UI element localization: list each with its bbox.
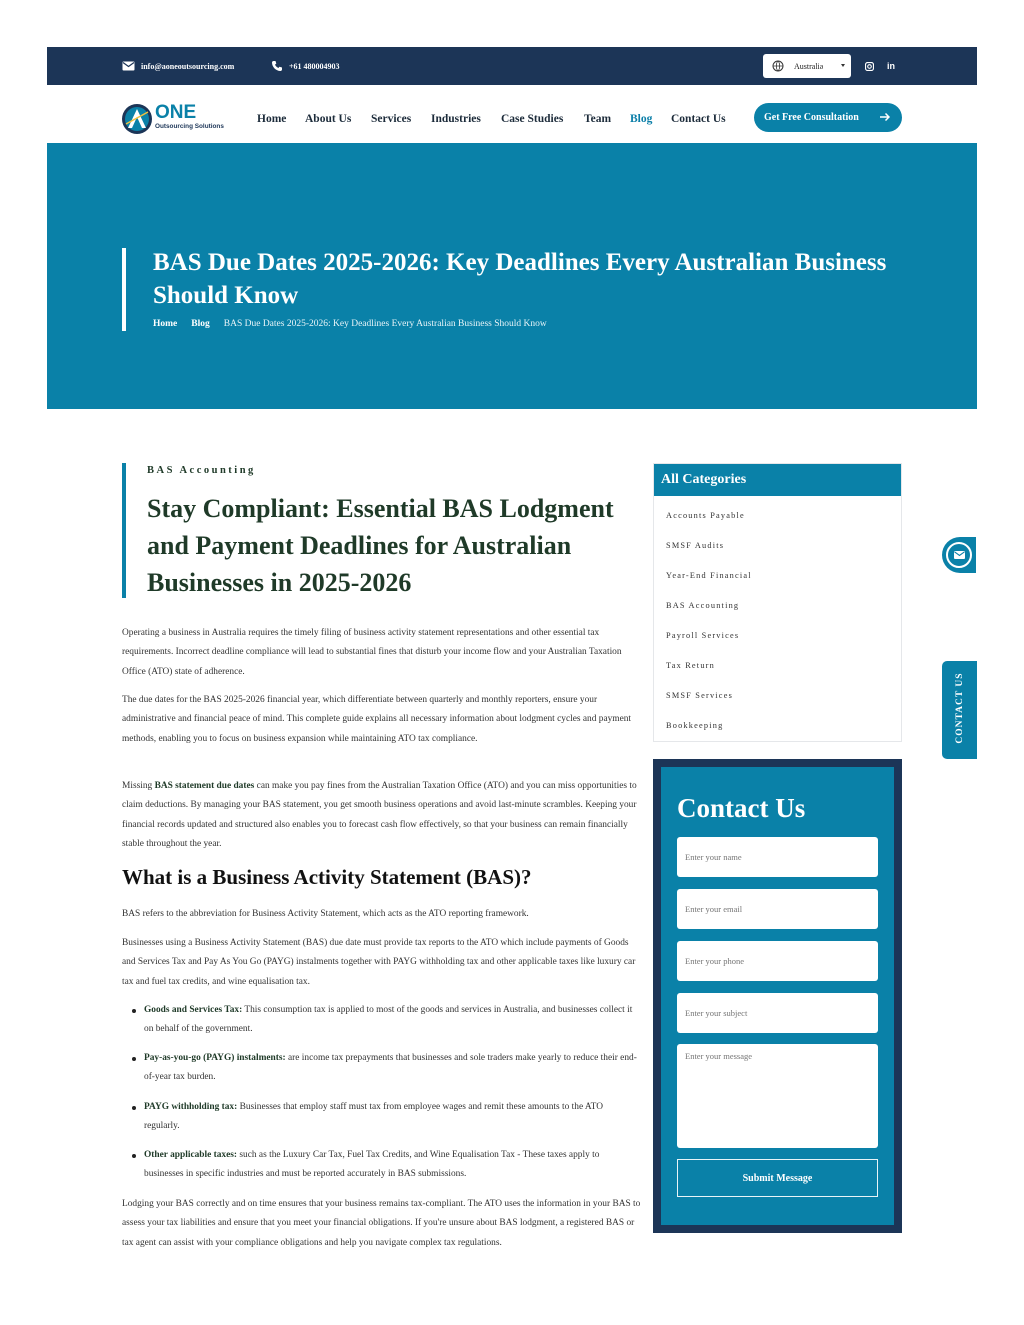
subject-field[interactable] — [677, 993, 878, 1033]
country-select[interactable] — [763, 54, 851, 78]
article-subheading: What is a Business Activity Statement (BAS)? — [122, 865, 532, 889]
tax-list — [130, 1049, 640, 1088]
tax-list — [130, 1098, 640, 1137]
article-paragraph-4: BAS refers to the abbreviation for Business Activity Statement, which acts as the ATO reporting framework. — [122, 909, 529, 919]
nav-item-services[interactable]: Services — [371, 113, 412, 125]
article-category: BAS Accounting — [147, 465, 256, 476]
phone-icon — [271, 60, 283, 72]
get-consultation-button[interactable] — [754, 103, 902, 132]
category-link[interactable]: Payroll Services — [666, 631, 740, 640]
nav-item-industries[interactable]: Industries — [431, 113, 481, 125]
cta-label: Get Free Consultation — [764, 112, 859, 123]
submit-button[interactable]: Submit Message — [677, 1159, 878, 1197]
brand-name: ONE — [155, 102, 197, 123]
contact-tab-label: CONTACT US — [955, 672, 965, 744]
category-link[interactable]: SMSF Services — [666, 691, 734, 700]
breadcrumb-current: BAS Due Dates 2025-2026: Key Deadlines Every Australian Business Should Know — [223, 319, 547, 329]
phone-field[interactable] — [677, 941, 878, 981]
article-paragraph-5: Businesses using a Business Activity Statement (BAS) due date must provide tax reports to the ATO which include payments of Goods and Services Tax and Pay As You Go (PAYG) instalments together with PAYG withholding tax and other applicable taxes like luxury car tax and fuel tax credits, and wine equalisation tax. — [122, 938, 636, 987]
mail-icon — [122, 61, 135, 71]
globe-icon — [772, 60, 784, 72]
category-link[interactable]: BAS Accounting — [666, 601, 740, 610]
contact-form-title: Contact Us — [677, 793, 806, 823]
list-item: Goods and Services Tax: This consumption tax is applied to most of the goods and services in Australia, and businesses collect it on behalf of the government. — [130, 1001, 640, 1040]
email-text: info@aoneoutsourcing.com — [141, 61, 235, 71]
facebook-icon[interactable]: f — [845, 61, 849, 71]
x-icon[interactable]: 𝕏 — [821, 60, 829, 71]
instagram-icon[interactable] — [863, 60, 875, 72]
article-paragraph-6: Lodging your BAS correctly and on time ensures that your business remains tax-compliant. The ATO uses the information in your BAS to assess your tax liabilities and ensure that you meet your financial obligations. If you're unsure about BAS lodgment, a registered BAS or tax agent can assist with your compliance obligations and help you navigate complex tax regulations. — [122, 1199, 641, 1248]
breadcrumb-blog[interactable]: Blog — [191, 319, 210, 329]
nav-item-team[interactable]: Team — [584, 113, 612, 125]
top-bar — [47, 47, 977, 85]
name-field[interactable] — [677, 837, 878, 877]
tax-list — [130, 1001, 640, 1040]
email-link[interactable] — [122, 47, 234, 85]
category-link[interactable]: SMSF Audits — [666, 541, 725, 550]
article-paragraph-2: The due dates for the BAS 2025-2026 financial year, which differentiate between quarterly and monthly reporters, ensure your administrative and financial peace of mind. This complete guide explains all necessary information about lodgment cycles and payment methods, enabling you to focus on business expansion while maintaining ATO tax compliance. — [122, 695, 632, 744]
breadcrumb — [153, 319, 561, 329]
breadcrumb-home[interactable]: Home — [153, 319, 178, 329]
page-title: BAS Due Dates 2025-2026: Key Deadlines Every Australian Business Should Know — [153, 249, 887, 309]
nav-item-case-studies[interactable]: Case Studies — [501, 113, 564, 125]
nav-item-contact[interactable]: Contact Us — [671, 113, 726, 125]
list-item: Pay-as-you-go (PAYG) instalments: are income tax prepayments that businesses and sole traders make yearly to reduce their end-of-year tax burden. — [130, 1049, 640, 1088]
arrow-right-icon — [879, 111, 891, 123]
category-link[interactable]: Bookkeeping — [666, 721, 724, 730]
message-field[interactable] — [677, 1044, 878, 1148]
hero-accent-bar — [122, 248, 126, 331]
section-accent-bar — [122, 463, 126, 598]
contact-form-widget — [653, 759, 902, 1233]
phone-text: +61 480004903 — [289, 61, 340, 71]
hero-banner — [47, 143, 977, 409]
list-item: PAYG withholding tax: Businesses that employ staff must tax from employee wages and remit these amounts to the ATO regularly. — [130, 1098, 640, 1137]
nav-item-about[interactable]: About Us — [305, 113, 352, 125]
categories-title: All Categories — [654, 464, 901, 496]
tax-list — [130, 1146, 640, 1185]
category-link[interactable]: Year-End Financial — [666, 571, 752, 580]
country-label: Australia — [794, 61, 824, 71]
categories-widget — [653, 463, 902, 742]
phone-link[interactable] — [271, 47, 340, 85]
linkedin-icon[interactable]: in — [887, 61, 895, 71]
article-paragraph-3: Missing BAS statement due dates can make you pay fines from the Australian Taxation Office (ATO) and you can miss opportunities to claim deductions. By managing your BAS statement, you get smooth business operations and avoid last-minute scrambles. Keeping your financial records updated and structured also enables you to forecast cash flow effectively, so that your business can remain financially stable throughout the year. — [122, 781, 637, 849]
brand-tagline: Outsourcing Solutions — [155, 123, 224, 130]
floating-contact-tab[interactable] — [942, 661, 977, 759]
floating-mail-button[interactable] — [942, 537, 976, 573]
email-field[interactable] — [677, 889, 878, 929]
bas-due-dates-link[interactable]: BAS statement due dates — [154, 781, 255, 791]
category-link[interactable]: Tax Return — [666, 661, 715, 670]
nav-item-home[interactable]: Home — [257, 113, 287, 125]
article-paragraph-1: Operating a business in Australia requires the timely filing of business activity statement representations and other essential tax requirements. Incorrect deadline compliance will lead to substantial fines that disturb your income flow and your Australian Taxation Office (ATO) state of adherence. — [122, 628, 622, 677]
category-link[interactable]: Accounts Payable — [666, 511, 745, 520]
contact-form — [661, 767, 894, 1225]
article-heading: Stay Compliant: Essential BAS Lodgment and Payment Deadlines for Australian Businesses in 2025-2026 — [147, 494, 614, 597]
mail-icon — [954, 551, 965, 559]
nav-item-blog[interactable]: Blog — [630, 113, 653, 125]
list-item: Other applicable taxes: such as the Luxury Car Tax, Fuel Tax Credits, and Wine Equalisation Tax - These taxes apply to businesses in specific industries and must be reported accurately in BAS submissions. — [130, 1146, 640, 1185]
brand-logo[interactable] — [122, 102, 234, 136]
